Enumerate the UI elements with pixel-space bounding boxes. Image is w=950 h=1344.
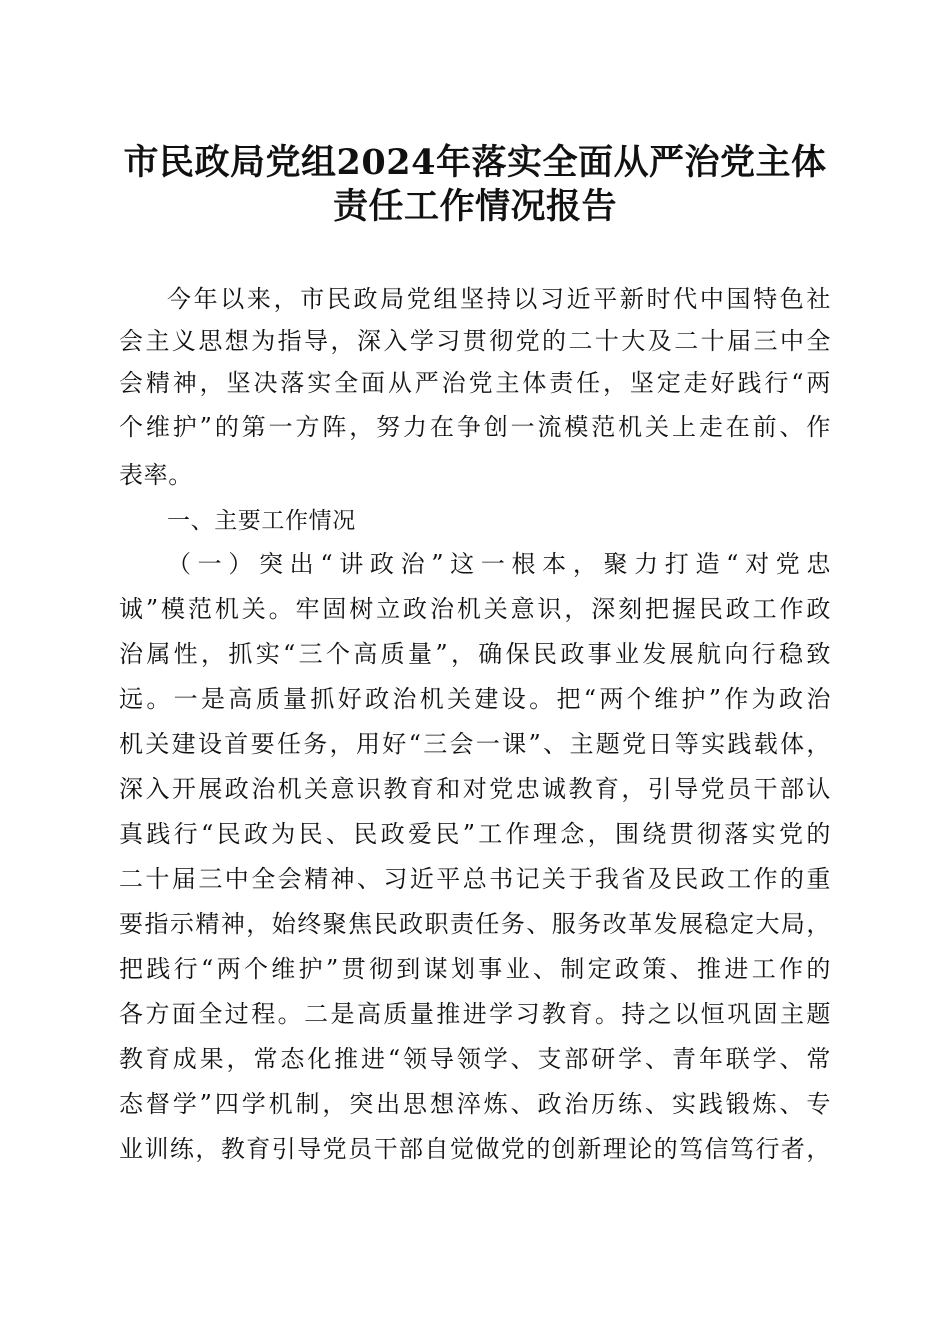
body-line: 个维护”的第一方阵，努力在争创一流模范机关上走在前、作 [119, 413, 831, 441]
body-line: 把践行“两个维护”贯彻到谋划事业、制定政策、推进工作的 [119, 955, 831, 983]
body-line: 远。一是高质量抓好政治机关建设。把“两个维护”作为政治 [119, 685, 831, 713]
body-line: 业训练，教育引导党员干部自觉做党的创新理论的笃信笃行者， [119, 1135, 831, 1163]
section-heading: 一、主要工作情况 [167, 508, 356, 534]
body-line: 二十届三中全会精神、习近平总书记关于我省及民政工作的重 [119, 865, 831, 893]
document-title-line-2: 责任工作情况报告 [332, 186, 617, 227]
body-line: 会精神，坚决落实全面从严治党主体责任，坚定走好践行“两 [119, 369, 831, 397]
body-line: 各方面全过程。二是高质量推进学习教育。持之以恒巩固主题 [119, 1000, 831, 1028]
body-line: 机关建设首要任务，用好“三会一课”、主题党日等实践载体， [119, 730, 831, 758]
subsection-heading-line: （一）突出“讲政治”这一根本，聚力打造“对党忠 [167, 550, 831, 578]
body-line: 要指示精神，始终聚焦民政职责任务、服务改革发展稳定大局， [119, 910, 831, 938]
body-line: 诚”模范机关。牢固树立政治机关意识，深刻把握民政工作政 [119, 595, 831, 623]
body-line: 教育成果，常态化推进“领导领学、支部研学、青年联学、常 [119, 1045, 831, 1073]
body-line: 态督学”四学机制，突出思想淬炼、政治历练、实践锻炼、专 [119, 1090, 831, 1118]
document-title-line-1: 市民政局党组2024年落实全面从严治党主体 [123, 142, 827, 183]
body-line: 真践行“民政为民、民政爱民”工作理念，围绕贯彻落实党的 [119, 820, 831, 848]
body-line: 深入开展政治机关意识教育和对党忠诚教育，引导党员干部认 [119, 775, 831, 803]
body-line: 今年以来，市民政局党组坚持以习近平新时代中国特色社 [167, 285, 831, 313]
body-line: 治属性，抓实“三个高质量”，确保民政事业发展航向行稳致 [119, 640, 831, 668]
body-line: 会主义思想为指导，深入学习贯彻党的二十大及二十届三中全 [119, 327, 831, 355]
body-line: 表率。 [119, 461, 193, 489]
